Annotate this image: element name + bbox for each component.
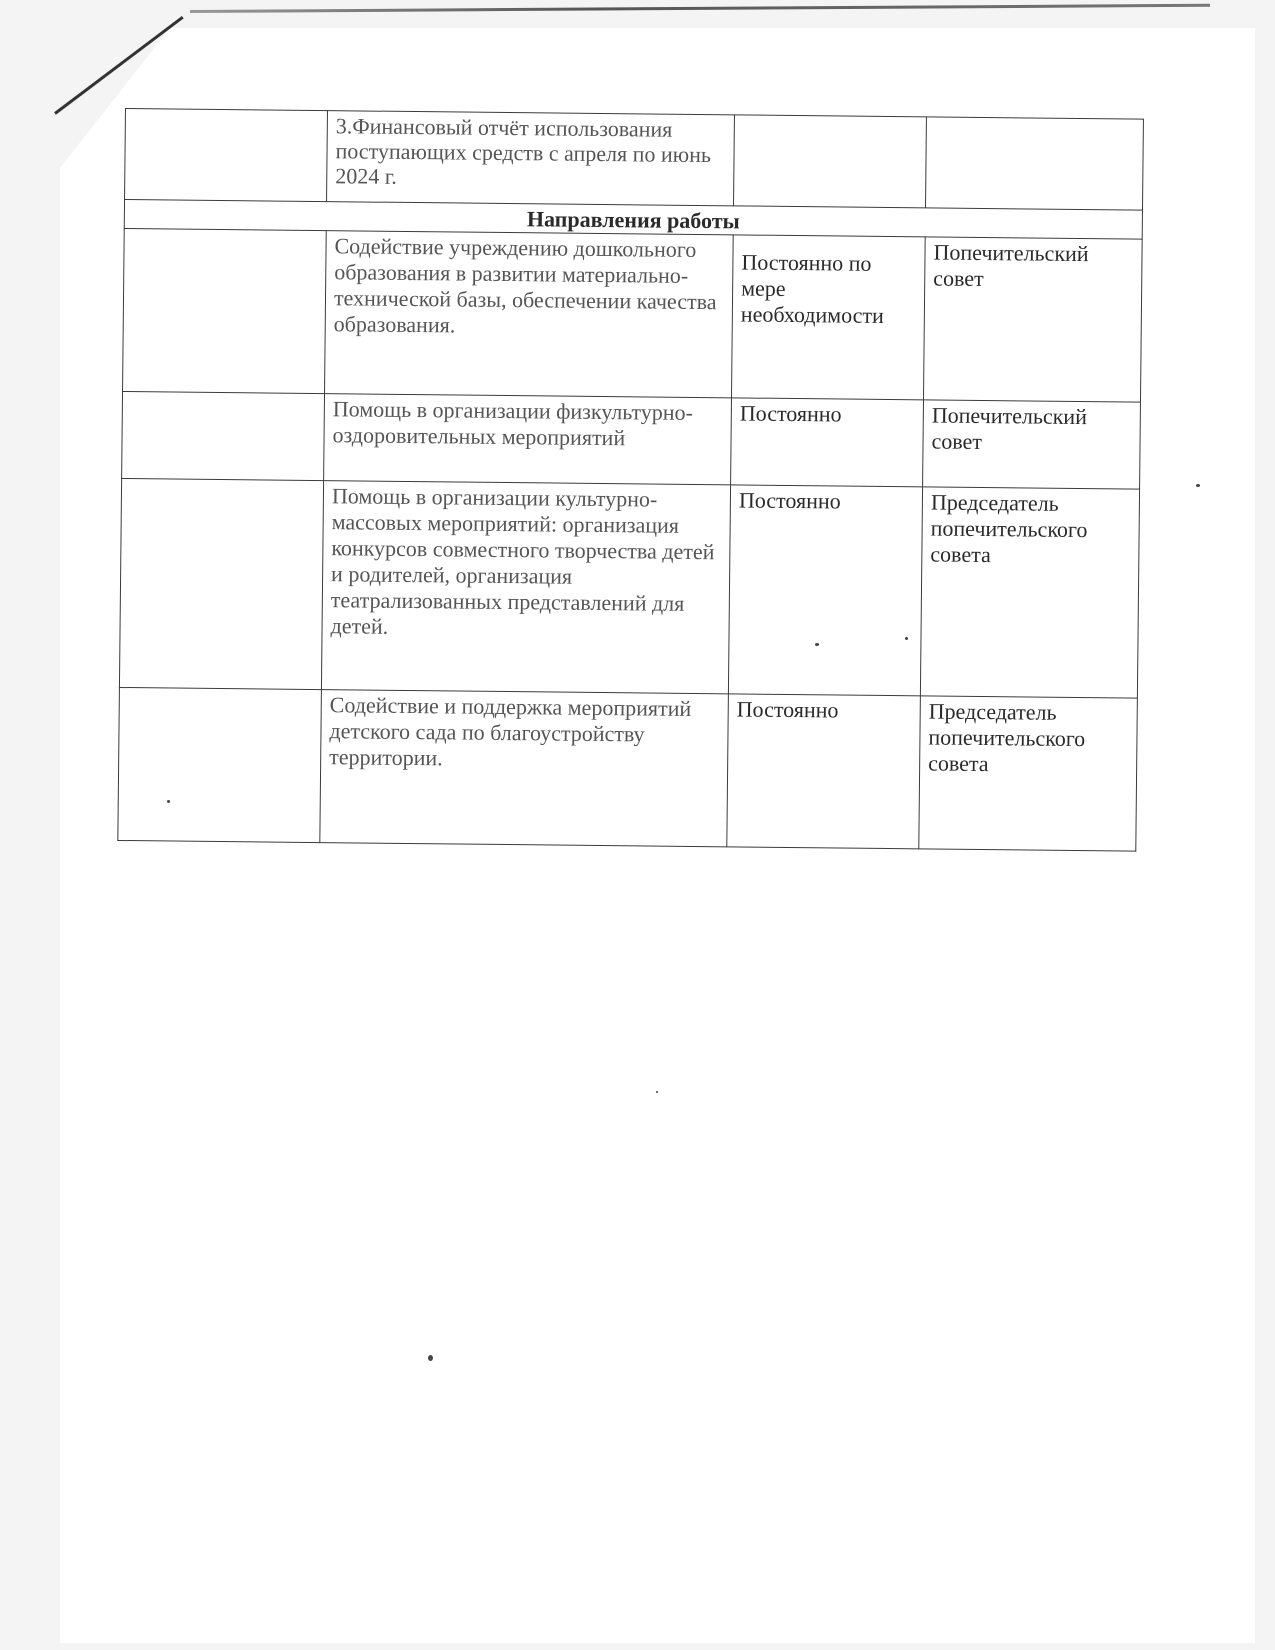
- table-cell-responsible: Попечительский совет: [923, 400, 1141, 489]
- table-row-financial-report: [125, 109, 1144, 211]
- table-cell-activity: Содействие учреждению дошкольного образования в развитии материально-технической базы, обеспечении качества образования.: [325, 231, 734, 398]
- scan-speck: [167, 800, 170, 803]
- table-cell-activity: Помощь в организации физкультурно-оздоровительных мероприятий: [324, 394, 732, 485]
- table-cell-deadline: Постоянно: [728, 485, 922, 696]
- table-cell-deadline: Постоянно: [731, 398, 924, 487]
- table-cell-activity: 3.Финансовый отчёт использования поступающих средств с апреля по июнь 2024 г.: [327, 111, 735, 206]
- table-cell-responsible: [925, 117, 1143, 210]
- table-cell-number: [119, 478, 323, 689]
- table-cell-responsible: Председатель попечительского совета: [919, 696, 1138, 851]
- scan-speck: [428, 1355, 433, 1361]
- table-row: [118, 687, 1138, 851]
- table-row: [122, 391, 1141, 489]
- table-cell-responsible: Попечительский совет: [923, 237, 1142, 402]
- table-cell-number: [125, 109, 328, 202]
- table-row: [123, 228, 1143, 402]
- scan-edge-top: [190, 4, 1210, 13]
- work-plan-table: [117, 108, 1144, 852]
- table-row: [119, 478, 1139, 698]
- table-cell-number: [123, 228, 327, 393]
- plan-table-container: [117, 108, 1144, 852]
- scan-speck: [656, 1091, 658, 1093]
- table-cell-responsible: Председатель попечительского совета: [920, 487, 1139, 698]
- table-cell-deadline: Постоянно по мере необходимости: [731, 235, 925, 400]
- table-cell-number: [118, 687, 322, 842]
- table-cell-deadline: [734, 115, 927, 208]
- scan-speck: [905, 637, 908, 640]
- table-cell-activity: Содействие и поддержка мероприятий детского сада по благоустройству территории.: [320, 690, 729, 847]
- table-cell-deadline: Постоянно: [727, 694, 921, 849]
- section-heading: Направления работы: [124, 200, 1142, 240]
- scan-speck: [1196, 484, 1200, 487]
- scan-speck: [815, 643, 819, 646]
- table-cell-number: [122, 391, 325, 480]
- table-cell-activity: Помощь в организации культурно-массовых мероприятий: организация конкурсов совместного творчества детей и родителей, организация театрализованных представлений для детей.: [321, 481, 730, 694]
